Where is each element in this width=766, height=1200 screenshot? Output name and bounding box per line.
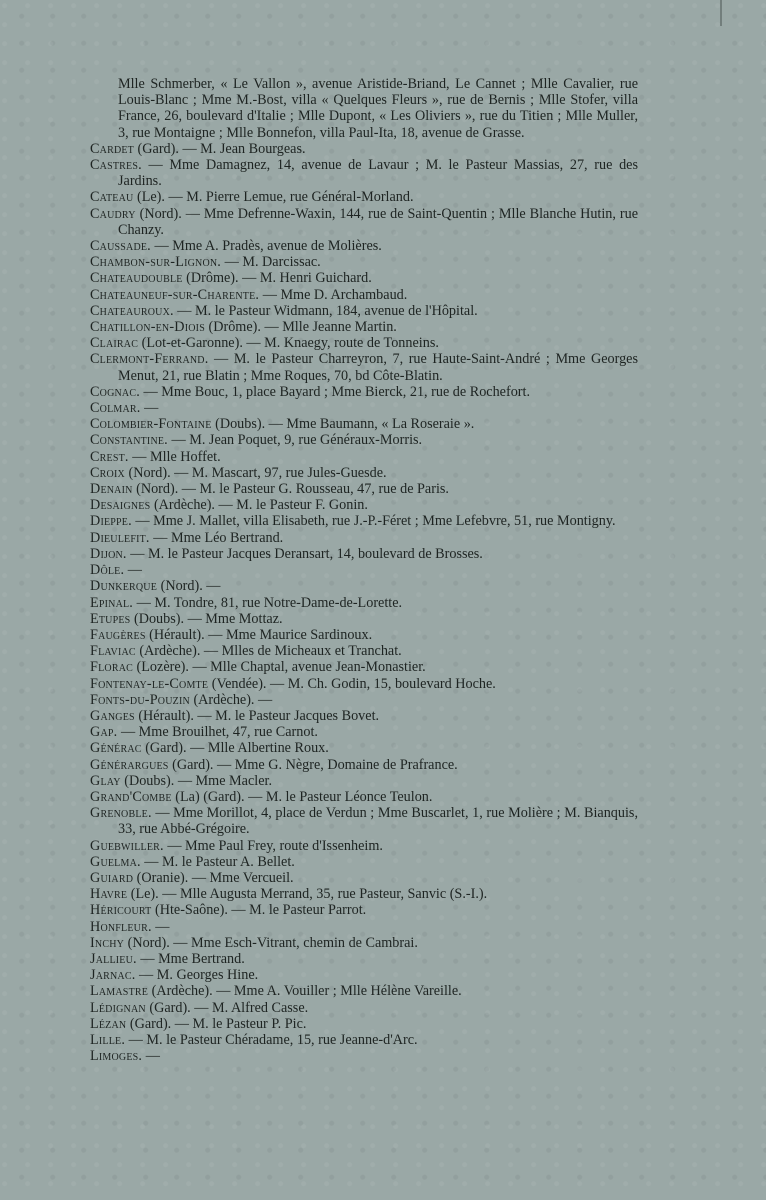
entry-place: Jallieu.	[90, 950, 137, 967]
directory-entry	[90, 967, 638, 983]
entry-text: —	[140, 400, 159, 417]
entry-place: Lille.	[90, 1031, 126, 1048]
entry-place: Cognac.	[90, 383, 140, 400]
entry-text: (Gard). — Mlle Albertine Roux.	[141, 740, 329, 757]
directory-entry	[90, 757, 638, 773]
directory-entry	[90, 919, 638, 935]
entry-text: (Vendée). — M. Ch. Godin, 15, boulevard Hoche.	[208, 675, 496, 692]
entry-place: Chateauneuf-sur-Charente.	[90, 286, 260, 303]
entry-place: Caudry	[90, 205, 136, 222]
entry-text: — Mme Morillot, 4, place de Verdun ; Mme Buscarlet, 1, rue Molière ; M. Bianquis, 33, rue Abbé-Grégoire.	[118, 805, 638, 838]
directory-entry	[90, 141, 638, 157]
entry-place: Guelma.	[90, 853, 141, 870]
entry-text: (La) (Gard). — M. le Pasteur Léonce Teulon.	[171, 788, 433, 805]
directory-entry	[90, 595, 638, 611]
directory-entry	[90, 206, 638, 238]
entry-text: — M. le Pasteur Jacques Deransart, 14, boulevard de Brosses.	[126, 545, 483, 562]
entry-text: — Mme Léo Bertrand.	[149, 529, 284, 546]
entry-place: Générac	[90, 740, 142, 757]
directory-entry	[90, 497, 638, 513]
entry-text: — M. le Pasteur A. Bellet.	[140, 853, 295, 870]
directory-entry	[90, 951, 638, 967]
directory-entry	[90, 805, 638, 837]
entry-place: Générargues	[90, 756, 169, 773]
entry-place: Dijon.	[90, 545, 127, 562]
entry-text: (Lot-et-Garonne). — M. Knaegy, route de Tonneins.	[138, 335, 439, 352]
entry-place: Denain	[90, 481, 133, 498]
directory-entry	[90, 432, 638, 448]
entry-place: Jarnac.	[90, 967, 136, 984]
directory-entry	[90, 481, 638, 497]
entry-text: — M. Georges Hine.	[135, 967, 259, 984]
directory-entry	[90, 708, 638, 724]
entry-place: Cateau	[90, 189, 134, 206]
entry-text: — Mme Damagnez, 14, avenue de Lavaur ; M. le Pasteur Massias, 27, rue des Jardins.	[118, 157, 638, 190]
entry-place: Guiard	[90, 869, 134, 886]
entry-text: (Doubs). — Mme Mottaz.	[130, 610, 283, 627]
entry-place: Honfleur.	[90, 918, 152, 935]
directory-entry	[90, 335, 638, 351]
entry-place: Colmar.	[90, 400, 141, 417]
entry-place: Florac	[90, 659, 133, 676]
entry-place: Cardet	[90, 140, 134, 157]
directory-entry	[90, 838, 638, 854]
entry-place: Guebwiller.	[90, 837, 164, 854]
directory-entry	[90, 530, 638, 546]
entry-place: Glay	[90, 772, 121, 789]
directory-entry	[90, 789, 638, 805]
entry-text: (Ardèche). — Mme A. Vouiller ; Mlle Hélène Vareille.	[148, 983, 462, 1000]
entry-text: — Mme Paul Frey, route d'Issenheim.	[163, 837, 383, 854]
directory-entry	[90, 416, 638, 432]
entry-place: Chambon-sur-Lignon.	[90, 254, 222, 271]
directory-entry	[90, 578, 638, 594]
entry-place: Grenoble.	[90, 805, 152, 822]
directory-entry	[90, 902, 638, 918]
entry-place: Caussade.	[90, 238, 151, 255]
entry-place: Flaviac	[90, 643, 136, 660]
entry-place: Lézan	[90, 1015, 127, 1032]
entry-text: (Hérault). — Mme Maurice Sardinoux.	[145, 626, 373, 643]
entry-place: Inchy	[90, 934, 125, 951]
directory-entry	[90, 270, 638, 286]
entry-text: (Le). — M. Pierre Lemue, rue Général-Morland.	[133, 189, 414, 206]
entry-text: (Nord). — Mme Defrenne-Waxin, 144, rue de Saint-Quentin ; Mlle Blanche Hutin, rue Chanzy.	[118, 205, 638, 238]
entry-text: (Oranie). — Mme Vercueil.	[133, 869, 294, 886]
entry-place: Etupes	[90, 610, 131, 627]
entry-place: Castres.	[90, 157, 142, 174]
entry-text: (Nord). — M. le Pasteur G. Rousseau, 47, rue de Paris.	[132, 481, 449, 498]
entry-text: — Mlle Hoffet.	[128, 448, 221, 465]
directory-page	[90, 76, 638, 1064]
entry-text: (Drôme). — Mlle Jeanne Martin.	[204, 319, 397, 336]
directory-entry	[90, 773, 638, 789]
directory-entry	[90, 254, 638, 270]
directory-entry	[90, 854, 638, 870]
directory-entry	[90, 724, 638, 740]
directory-entry	[90, 189, 638, 205]
directory-entry	[90, 400, 638, 416]
directory-entry	[90, 935, 638, 951]
entry-text: (Ardèche). — M. le Pasteur F. Gonin.	[150, 497, 368, 514]
directory-entry	[90, 1048, 638, 1064]
entry-text: Mlle Schmerber, « Le Vallon », avenue Aristide-Briand, Le Cannet ; Mlle Cavalier, rue Louis-Blanc ; Mme M.-Bost, villa « Quelques Fleurs », rue de Bernis ; Mlle Stofer, villa France, 26, boulevard d'Italie ; Mlle Dupont, « Les Oliviers », rue du Titien ; Mlle Muller, 3, rue Montaigne ; Mlle Bonnefon, villa Paul-Ita, 18, avenue de Grasse.	[118, 76, 638, 141]
entry-text: — Mme D. Archambaud.	[259, 286, 408, 303]
directory-entry	[90, 643, 638, 659]
entry-text: —	[151, 918, 170, 935]
entry-place: Croix	[90, 464, 125, 481]
entry-text: — M. Jean Poquet, 9, rue Généraux-Morris.	[167, 432, 423, 449]
entry-place: Clermont-Ferrand.	[90, 351, 209, 368]
directory-entry	[90, 351, 638, 383]
directory-entry	[90, 1016, 638, 1032]
entry-place: Faugères	[90, 626, 146, 643]
entry-text: — Mme Bouc, 1, place Bayard ; Mme Bierck, 21, rue de Rochefort.	[139, 383, 531, 400]
entry-text: — Mme Bertrand.	[136, 950, 245, 967]
entry-text: (Le). — Mlle Augusta Merrand, 35, rue Pasteur, Sanvic (S.-I.).	[127, 886, 488, 903]
directory-entry	[90, 465, 638, 481]
entry-place: Lédignan	[90, 999, 146, 1016]
entry-text: (Ardèche). — Mlles de Micheaux et Tranchat.	[135, 643, 402, 660]
entry-text: (Gard). — M. le Pasteur P. Pic.	[126, 1015, 307, 1032]
entry-place: Fonts-du-Pouzin	[90, 691, 190, 708]
entry-place: Ganges	[90, 707, 135, 724]
entry-place: Dieppe.	[90, 513, 132, 530]
entry-text: (Doubs). — Mme Macler.	[120, 772, 272, 789]
entry-text: — M. Tondre, 81, rue Notre-Dame-de-Lorette.	[133, 594, 403, 611]
directory-entry	[90, 1032, 638, 1048]
directory-entry	[90, 983, 638, 999]
entry-text: (Ardèche). —	[189, 691, 273, 708]
entry-place: Dunkerque	[90, 578, 158, 595]
entry-text: —	[124, 562, 142, 579]
entry-text: (Lozère). — Mlle Chaptal, avenue Jean-Monastier.	[132, 659, 426, 676]
entry-text: — M. Darcissac.	[221, 254, 321, 271]
entry-place: Colombier-Fontaine	[90, 416, 212, 433]
entry-place: Epinal.	[90, 594, 134, 611]
entry-place: Chateaudouble	[90, 270, 183, 287]
entry-text: (Gard). — Mme G. Nègre, Domaine de Prafrance.	[168, 756, 458, 773]
entry-text: — Mme Brouilhet, 47, rue Carnot.	[117, 724, 318, 741]
directory-entry	[90, 692, 638, 708]
directory-entry	[90, 611, 638, 627]
entry-text: — M. le Pasteur Widmann, 184, avenue de l'Hôpital.	[173, 302, 478, 319]
entry-text: (Hte-Saône). — M. le Pasteur Parrot.	[151, 902, 367, 919]
entry-text: — Mme J. Mallet, villa Elisabeth, rue J.-P.-Féret ; Mme Lefebvre, 51, rue Montigny.	[131, 513, 616, 530]
entry-text: — M. le Pasteur Charreyron, 7, rue Haute-Saint-André ; Mme Georges Menut, 21, rue Blatin ; Mme Roques, 70, bd Côte-Blatin.	[118, 351, 638, 384]
entry-place: Clairac	[90, 335, 139, 352]
entry-text: (Gard). — M. Jean Bourgeas.	[134, 140, 306, 157]
entry-place: Constantine.	[90, 432, 168, 449]
directory-entry	[90, 627, 638, 643]
directory-entry	[90, 303, 638, 319]
entry-text: (Nord). —	[157, 578, 221, 595]
entry-place: Dôle.	[90, 562, 125, 579]
entry-text: —	[142, 1048, 160, 1065]
entry-place: Gap.	[90, 724, 118, 741]
entry-text: — Mme A. Pradès, avenue de Molières.	[150, 238, 382, 255]
directory-entry	[90, 1000, 638, 1016]
entry-place: Lamastre	[90, 983, 149, 1000]
directory-entry	[90, 157, 638, 189]
entry-place: Chateauroux.	[90, 302, 174, 319]
directory-entry	[90, 513, 638, 529]
directory-entry	[90, 238, 638, 254]
directory-entry	[90, 562, 638, 578]
entry-place: Desaignes	[90, 497, 151, 514]
entry-text: (Nord). — M. Mascart, 97, rue Jules-Guesde.	[124, 464, 387, 481]
entry-place: Fontenay-le-Comte	[90, 675, 209, 692]
directory-entry	[90, 659, 638, 675]
directory-entry	[90, 319, 638, 335]
directory-entry	[90, 740, 638, 756]
entry-text: (Gard). — M. Alfred Casse.	[145, 999, 309, 1016]
directory-entry	[90, 76, 638, 141]
directory-entry	[90, 384, 638, 400]
entry-place: Chatillon-en-Diois	[90, 319, 205, 336]
directory-entry	[90, 449, 638, 465]
directory-entry	[90, 870, 638, 886]
entry-text: (Doubs). — Mme Baumann, « La Roseraie ».	[211, 416, 475, 433]
entry-text: — M. le Pasteur Chéradame, 15, rue Jeanne-d'Arc.	[125, 1031, 418, 1048]
entry-place: Crest.	[90, 448, 129, 465]
entry-place: Havre	[90, 886, 128, 903]
entry-place: Dieulefit.	[90, 529, 150, 546]
entry-place: Héricourt	[90, 902, 152, 919]
page-crease	[720, 0, 722, 26]
entry-text: (Hérault). — M. le Pasteur Jacques Bovet.	[134, 707, 380, 724]
directory-entry	[90, 287, 638, 303]
entry-text: (Drôme). — M. Henri Guichard.	[182, 270, 372, 287]
entry-text: (Nord). — Mme Esch-Vitrant, chemin de Cambrai.	[124, 934, 418, 951]
directory-entry	[90, 676, 638, 692]
directory-entry	[90, 546, 638, 562]
directory-entry	[90, 886, 638, 902]
entry-place: Limoges.	[90, 1048, 143, 1065]
entry-place: Grand'Combe	[90, 788, 172, 805]
